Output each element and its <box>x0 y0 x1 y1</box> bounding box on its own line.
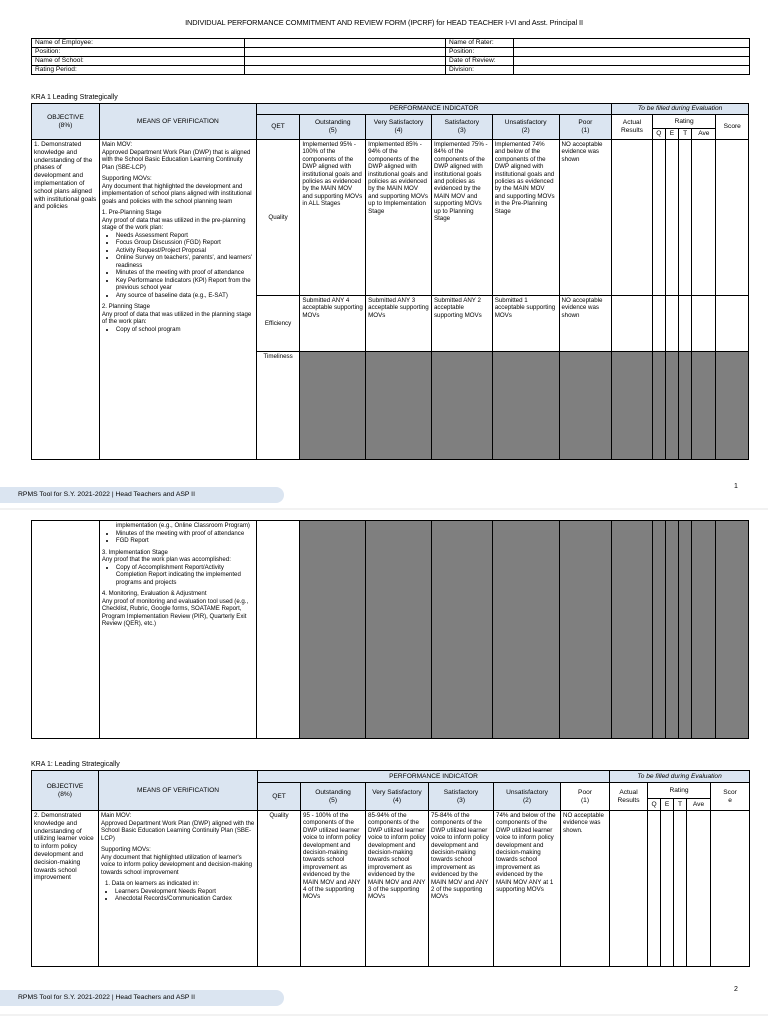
quality2-q[interactable] <box>648 811 661 967</box>
kra1-table <box>31 103 749 460</box>
pre-planning-list <box>102 232 254 300</box>
cont-e-shaded <box>665 521 678 739</box>
page-separator <box>0 508 768 510</box>
actual-results-header <box>612 115 653 140</box>
efficiency-e[interactable] <box>665 296 678 352</box>
means-of-verification-1 <box>99 140 256 460</box>
very-satisfactory-label: Very Satisfactory <box>372 788 422 796</box>
page-separator <box>0 1014 768 1016</box>
quality-unsatisfactory: Implemented 74% and below of the components of the DWP aligned with institutional goals and policies as evidenced by the MAIN MOV and supporting MOVs in the Pre-Planning Stage <box>492 140 559 296</box>
monitoring-title: 4. Monitoring, Evaluation & Adjustment <box>101 590 207 597</box>
objective-header-label: OBJECTIVE <box>47 113 84 121</box>
efficiency-very-satisfactory: Submitted ANY 3 acceptable supporting MOVs <box>366 296 432 352</box>
document-title: INDIVIDUAL PERFORMANCE COMMITMENT AND REVIEW FORM (IPCRF) for HEAD TEACHER I-VI and Asst. Principal II <box>185 18 583 27</box>
planning-desc: Any proof of data that was utilized in the planning stage of the work plan: <box>101 310 252 325</box>
qet-header: QET <box>256 115 300 140</box>
quality-label: Quality <box>256 140 300 296</box>
position-label: Position: <box>32 48 245 57</box>
name-of-school-label: Name of School: <box>32 57 245 66</box>
planning-title: 2. Planning Stage <box>101 303 150 310</box>
very-satisfactory-score: (4) <box>392 796 402 804</box>
means-of-verification-1-cont <box>99 521 256 739</box>
efficiency-outstanding: Submitted ANY 4 acceptable supporting MOVs <box>300 296 366 352</box>
efficiency-q[interactable] <box>652 296 665 352</box>
employee-info-table <box>31 38 750 75</box>
supporting-movs-label: Supporting MOVs: <box>101 175 152 182</box>
supporting-movs-text: Any document that highlighted utilization of learner's voice to inform policy development and decision-making towards school improvement <box>101 853 253 876</box>
timeliness-actual-shaded <box>612 352 653 460</box>
position-field[interactable] <box>245 48 446 57</box>
poor-label: Poor <box>578 788 592 796</box>
division-field[interactable] <box>514 66 750 75</box>
performance-indicator-header-2: PERFORMANCE INDICATOR <box>258 771 610 783</box>
rating-t-header: T <box>679 129 692 140</box>
actual-results-header-2 <box>610 783 648 811</box>
objective-weight: (8%) <box>58 121 73 129</box>
timeliness-score-shaded <box>716 352 749 460</box>
outstanding-header-2 <box>301 783 366 811</box>
quality-t[interactable] <box>679 140 692 296</box>
rating-period-label: Rating Period: <box>32 66 245 75</box>
satisfactory-label: Satisfactory <box>443 788 479 796</box>
outstanding-score: (5) <box>328 796 338 804</box>
unsatisfactory-label: Unsatisfactory <box>504 119 547 126</box>
quality2-poor: NO acceptable evidence was shown. <box>561 811 610 967</box>
main-mov-label: Main MOV: <box>101 141 133 148</box>
rating-header-2: Rating <box>648 783 711 799</box>
cont-score-shaded <box>716 521 749 739</box>
score-header: Score <box>716 115 749 140</box>
timeliness-satisfactory-shaded <box>431 352 492 460</box>
quality-q[interactable] <box>652 140 665 296</box>
actual-label: Actual <box>619 788 638 796</box>
very-satisfactory-header <box>366 115 432 140</box>
main-mov-text: Approved Department Work Plan (DWP) that is aligned with the School Basic Education Learning Continuity Plan (SBE-LCP) <box>101 148 251 171</box>
unsatisfactory-score: (2) <box>522 796 532 804</box>
efficiency-satisfactory: Submitted ANY 2 acceptable supporting MOVs <box>431 296 492 352</box>
cont-poor-shaded <box>559 521 612 739</box>
to-be-filled-header-2: To be filled during Evaluation <box>610 771 750 783</box>
quality-poor: NO acceptable evidence was shown <box>559 140 612 296</box>
score-header-2 <box>711 783 750 811</box>
cont-actual-shaded <box>612 521 653 739</box>
kra1-label: KRA 1 Leading Strategically <box>31 94 118 101</box>
rating-period-field[interactable] <box>245 66 446 75</box>
poor-label: Poor <box>578 119 593 126</box>
means-header: MEANS OF VERIFICATION <box>99 104 256 140</box>
performance-indicator-header: PERFORMANCE INDICATOR <box>256 104 611 115</box>
objective-header-label: OBJECTIVE <box>46 782 84 790</box>
list-item: • Focus Group Discussion (FGD) Report <box>116 239 254 247</box>
quality-score[interactable] <box>716 140 749 296</box>
kra1-continuation-table <box>31 520 749 739</box>
quality2-satisfactory: 75-84% of the components of the DWP utilized learner voice to inform policy development and decision-making towards school improvement as evidenced by the MAIN MOV and ANY 2 of the supporting MOVs <box>429 811 494 967</box>
timeliness-very-satisfactory-shaded <box>366 352 432 460</box>
quality-actual-results[interactable] <box>612 140 653 296</box>
outstanding-header <box>300 115 366 140</box>
means-header-2: MEANS OF VERIFICATION <box>99 771 258 811</box>
to-be-filled-header: To be filled during Evaluation <box>612 104 749 115</box>
list-item: • Copy of Accomplishment Report/Activity Completion Report indicating the implemented programs and projects <box>116 564 254 587</box>
list-item: • Activity Request/Project Proposal <box>116 247 254 255</box>
rater-position-label: Position: <box>446 48 514 57</box>
cont-list <box>102 530 254 545</box>
score-label-b: e <box>728 796 732 804</box>
rating-ave-header: Ave <box>692 129 716 140</box>
kra2-label: KRA 1: Leading Strategically <box>31 761 120 768</box>
list-item: • Anecdotal Records/Communication Cardex <box>115 895 255 903</box>
poor-score: (1) <box>581 127 590 134</box>
footer-bar-2: RPMS Tool for S.Y. 2021-2022 | Head Teachers and ASP II <box>0 990 284 1006</box>
pre-planning-title: 1. Pre-Planning Stage <box>101 209 162 216</box>
quality-satisfactory: Implemented 75% - 84% of the components of the DWP aligned with institutional goals and policies as evidenced by the MAIN MOV and supporting MOVs up to Planning Stage <box>431 140 492 296</box>
timeliness-ave-shaded <box>692 352 716 460</box>
list-item: • FGD Report <box>116 537 254 545</box>
objective-weight: (8%) <box>58 790 72 798</box>
list-item: • Key Performance Indicators (KPI) Report from the previous school year <box>116 277 254 292</box>
list-item: • Copy of school program <box>116 326 254 334</box>
timeliness-e-shaded <box>665 352 678 460</box>
very-satisfactory-label: Very Satisfactory <box>373 119 424 126</box>
kra1-objective2-table <box>31 770 750 967</box>
rating-ave-header-2: Ave <box>687 799 711 811</box>
timeliness-q-shaded <box>652 352 665 460</box>
results-label: Results <box>620 127 643 134</box>
quality2-ave[interactable] <box>687 811 711 967</box>
list-item: • Any source of baseline data (e.g., E-SAT) <box>116 292 254 300</box>
quality-outstanding: Implemented 95% - 100% of the components of the DWP aligned with institutional goals and policies as evidenced by the MAIN MOV and supporting MOVs in ALL Stages <box>300 140 366 296</box>
score-label-a: Scor <box>723 788 737 796</box>
satisfactory-score: (3) <box>456 796 466 804</box>
date-of-review-label: Date of Review: <box>446 57 514 66</box>
implementation-desc: Any proof that the work plan was accomplished: <box>101 556 231 563</box>
unsatisfactory-score: (2) <box>521 127 530 134</box>
timeliness-unsatisfactory-shaded <box>492 352 559 460</box>
rating-q-header-2: Q <box>648 799 661 811</box>
list-item: • Minutes of the meeting with proof of attendance <box>116 269 254 277</box>
planning-list <box>102 326 254 334</box>
cont-outstanding-shaded <box>300 521 366 739</box>
unsatisfactory-header-2 <box>494 783 561 811</box>
timeliness-poor-shaded <box>559 352 612 460</box>
quality-e[interactable] <box>665 140 678 296</box>
poor-header-2 <box>561 783 610 811</box>
cont-q-shaded <box>652 521 665 739</box>
very-satisfactory-score: (4) <box>394 127 403 134</box>
satisfactory-label: Satisfactory <box>444 119 480 126</box>
page-number-1: 1 <box>734 483 738 490</box>
list-item: • Online Survey on teachers', parents', and learners' readiness <box>116 254 254 269</box>
efficiency-poor: NO acceptable evidence was shown <box>559 296 612 352</box>
qet-header-2: QET <box>258 783 301 811</box>
objective-header-2 <box>32 771 99 811</box>
outstanding-score: (5) <box>328 127 337 134</box>
footer-bar-1: RPMS Tool for S.Y. 2021-2022 | Head Teachers and ASP II <box>0 487 284 503</box>
cont-t-shaded <box>679 521 692 739</box>
quality-very-satisfactory: Implemented 85% - 94% of the components of the DWP aligned with institutional goals and policies as evidenced by the MAIN MOV and supporting MOVs up to Implementation Stage <box>366 140 432 296</box>
objective-header <box>32 104 100 140</box>
rating-e-header: E <box>665 129 678 140</box>
division-label: Division: <box>446 66 514 75</box>
poor-score: (1) <box>580 796 590 804</box>
very-satisfactory-header-2 <box>366 783 429 811</box>
cont-very-satisfactory-shaded <box>366 521 432 739</box>
quality2-unsatisfactory: 74% and below of the components of the DWP utilized learner voice to inform policy development and decision-making towards school improvement as evidenced by the MAIN MOV ANY at 1 supporting MOVs <box>494 811 561 967</box>
efficiency-t[interactable] <box>679 296 692 352</box>
quality2-very-satisfactory: 85-94% of the components of the DWP utilized learner voice to inform policy development and decision-making towards school improvement as evidenced by the MAIN MOV and ANY 3 of the supporting MOVs <box>366 811 429 967</box>
means-of-verification-2 <box>99 811 258 967</box>
rating-e-header-2: E <box>661 799 674 811</box>
name-of-rater-label: Name of Rater: <box>446 39 514 48</box>
supporting-movs-label: Supporting MOVs: <box>101 846 151 853</box>
cont-unsatisfactory-shaded <box>492 521 559 739</box>
cont-satisfactory-shaded <box>431 521 492 739</box>
list-item: • Minutes of the meeting with proof of attendance <box>116 530 254 538</box>
list-item: • Learners Development Needs Report <box>115 888 255 896</box>
page-number-2: 2 <box>734 986 738 993</box>
pre-planning-desc: Any proof of data that was utilized in the pre-planning stage of the work plan: <box>101 216 246 231</box>
outstanding-label: Outstanding <box>315 788 351 796</box>
objective-2-text: 2. Demonstrated knowledge and understanding of utilizing learner voice to inform policy development and decision-making towards school improvement <box>32 811 99 967</box>
efficiency-label: Efficiency <box>256 296 300 352</box>
name-of-rater-field[interactable] <box>514 39 750 48</box>
quality-label-2: Quality <box>258 811 301 967</box>
satisfactory-header <box>431 115 492 140</box>
efficiency-ave[interactable] <box>692 296 716 352</box>
outstanding-label: Outstanding <box>314 119 351 126</box>
quality2-outstanding: 95 - 100% of the components of the DWP utilized learner voice to inform policy development and decision-making towards school improvement as evidenced by the MAIN MOV and ANY 4 of the supporting MOVs <box>301 811 366 967</box>
rating-t-header-2: T <box>674 799 687 811</box>
quality-ave[interactable] <box>692 140 716 296</box>
date-of-review-field[interactable] <box>514 57 750 66</box>
main-mov-text: Approved Department Work Plan (DWP) aligned with the School Basic Education Learning Continuity Plan (SBE-LCP) <box>101 819 255 842</box>
name-of-school-field[interactable] <box>245 57 446 66</box>
rating-header: Rating <box>652 115 716 129</box>
efficiency-score[interactable] <box>716 296 749 352</box>
unsatisfactory-header <box>492 115 559 140</box>
continuation-qet <box>256 521 300 739</box>
list-item: • Needs Assessment Report <box>116 232 254 240</box>
implementation-list <box>102 564 254 587</box>
efficiency-actual-results[interactable] <box>612 296 653 352</box>
timeliness-outstanding-shaded <box>300 352 366 460</box>
satisfactory-header-2 <box>429 783 494 811</box>
results-label: Results <box>617 796 640 804</box>
quality2-t[interactable] <box>674 811 687 967</box>
rater-position-field[interactable] <box>514 48 750 57</box>
cont-item-implementation: implementation (e.g., Online Classroom Program) <box>115 522 250 529</box>
timeliness-label: Timeliness <box>256 352 300 460</box>
timeliness-t-shaded <box>679 352 692 460</box>
satisfactory-score: (3) <box>457 127 466 134</box>
name-of-employee-field[interactable] <box>245 39 446 48</box>
quality2-actual-results[interactable] <box>610 811 648 967</box>
name-of-employee-label: Name of Employee: <box>32 39 245 48</box>
poor-header <box>559 115 612 140</box>
efficiency-unsatisfactory: Submitted 1 acceptable supporting MOVs <box>492 296 559 352</box>
objective-1-text: 1. Demonstrated knowledge and understanding of the phases of development and implementation of school plans aligned with institutional goals and policies <box>32 140 100 460</box>
quality2-e[interactable] <box>661 811 674 967</box>
data-learners-list <box>101 888 255 903</box>
implementation-title: 3. Implementation Stage <box>101 548 168 556</box>
cont-ave-shaded <box>692 521 716 739</box>
actual-label: Actual <box>622 119 642 126</box>
rating-q-header: Q <box>652 129 665 140</box>
monitoring-desc: Any proof of monitoring and evaluation tool used (e.g., Checklist, Rubric, Google forms, SOATAME Report, Program Implementation Review (PIR), Quarterly Exit Review (QER), etc.) <box>101 597 249 627</box>
quality2-score[interactable] <box>711 811 750 967</box>
main-mov-label: Main MOV: <box>101 812 132 819</box>
supporting-movs-text: Any document that highlighted the development and implementation of school plans aligned with institutional goals and policies with the school planning team <box>101 182 252 205</box>
data-learners-title: 1. Data on learners as indicated in: <box>105 880 200 887</box>
unsatisfactory-label: Unsatisfactory <box>506 788 548 796</box>
continuation-objective <box>32 521 100 739</box>
